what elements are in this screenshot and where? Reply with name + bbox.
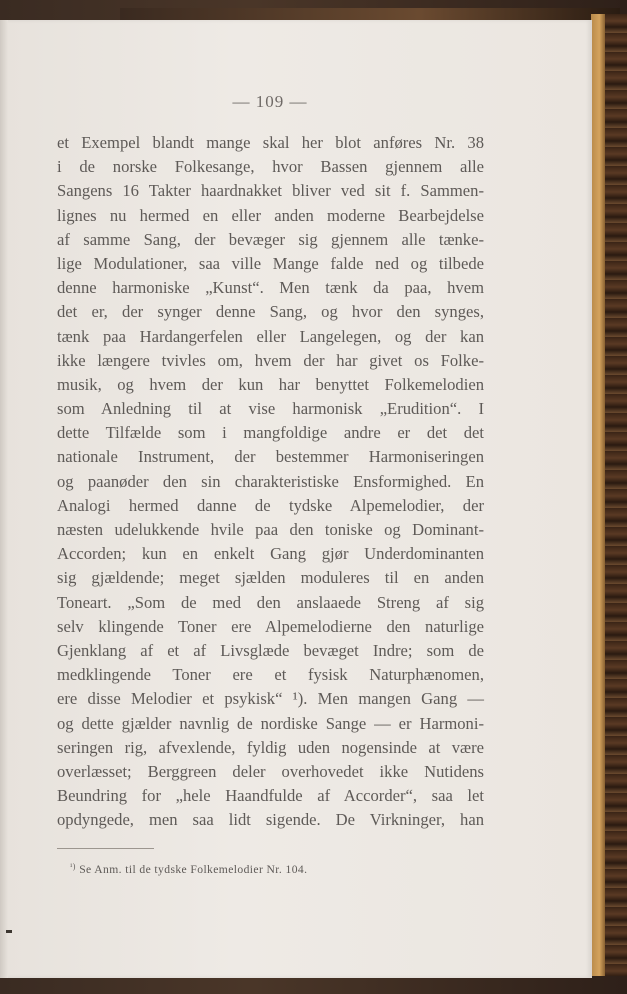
text-line: Beundring for „hele Haandfulde af Accorder“, saa let	[57, 786, 484, 806]
text-line: og paanøder den sin charakteristiske Ensformighed. En	[57, 471, 484, 491]
text-line: som Anledning til at vise harmonisk „Erudition“. I	[57, 399, 484, 419]
text-line: lignes nu hermed en eller anden moderne Bearbejdelse	[57, 205, 484, 225]
text-line: af samme Sang, der bevæger sig gjennem alle tænke-	[57, 229, 484, 249]
text-line: selv klingende Toner ere Alpemelodierne den naturlige	[57, 616, 484, 636]
footnote	[70, 862, 307, 876]
text-line: seringen rig, afvexlende, fyldig uden nogensinde at være	[57, 737, 484, 757]
footnote-text: Se Anm. til de tydske Folkemelodier Nr. 104.	[79, 863, 308, 876]
text-line: dette Tilfælde som i mangfoldige andre er det det	[57, 423, 484, 443]
text-line: tænk paa Hardangerfelen eller Langelegen, og der kan	[57, 326, 484, 346]
book-board-edge	[591, 14, 605, 976]
text-line: denne harmoniske „Kunst“. Men tænk da paa, hvem	[57, 278, 484, 298]
text-line: overlæsset; Berggreen deler overhovedet ikke Nutidens	[57, 761, 484, 781]
text-line: i de norske Folkesange, hvor Bassen gjennem alle	[57, 157, 484, 177]
footnote-marker: ¹)	[70, 862, 76, 871]
page-gutter-shadow	[0, 20, 8, 978]
text-line: lige Modulationer, saa ville Mange falde ned og tilbede	[57, 253, 484, 273]
text-line: ikke længere tvivles om, hvem der har givet os Folke-	[57, 350, 484, 370]
text-line: medklingende Toner ere et fysisk Naturphænomen,	[57, 665, 484, 685]
text-line: Analogi hermed danne de tydske Alpemelodier, der	[57, 495, 484, 515]
text-line: nationale Instrument, der bestemmer Harmoniseringen	[57, 447, 484, 467]
text-line: Sangens 16 Takter haardnakket bliver ved sit f. Sammen-	[57, 181, 484, 201]
text-line: Accorden; kun en enkelt Gang gjør Underdominanten	[57, 544, 484, 564]
text-line: musik, og hvem der kun har benyttet Folkemelodien	[57, 374, 484, 394]
text-line: Toneart. „Som de med den anslaaede Streng af sig	[57, 592, 484, 612]
text-line: et Exempel blandt mange skal her blot anføres Nr. 38	[57, 133, 484, 152]
body-text	[57, 131, 484, 832]
text-line: næsten udelukkende hvile paa den toniske og Dominant-	[57, 520, 484, 539]
scan-mark	[6, 930, 12, 933]
page-number: — 109 —	[232, 92, 308, 111]
text-line: sig gjældende; meget sjælden moduleres til en anden	[57, 568, 484, 588]
text-line: og dette gjælder navnlig de nordiske Sange — er Harmoni-	[57, 713, 484, 733]
footnote-divider	[57, 848, 154, 849]
text-line: ere disse Melodier et psykisk“ ¹). Men mangen Gang —	[57, 689, 484, 709]
text-line: opdyngede, men saa lidt sigende. De Virkninger, han	[57, 810, 484, 830]
text-line: Gjenklang af et af Livsglæde bevæget Indre; som de	[57, 640, 484, 660]
text-line: det er, der synger denne Sang, og hvor den synges,	[57, 302, 484, 322]
